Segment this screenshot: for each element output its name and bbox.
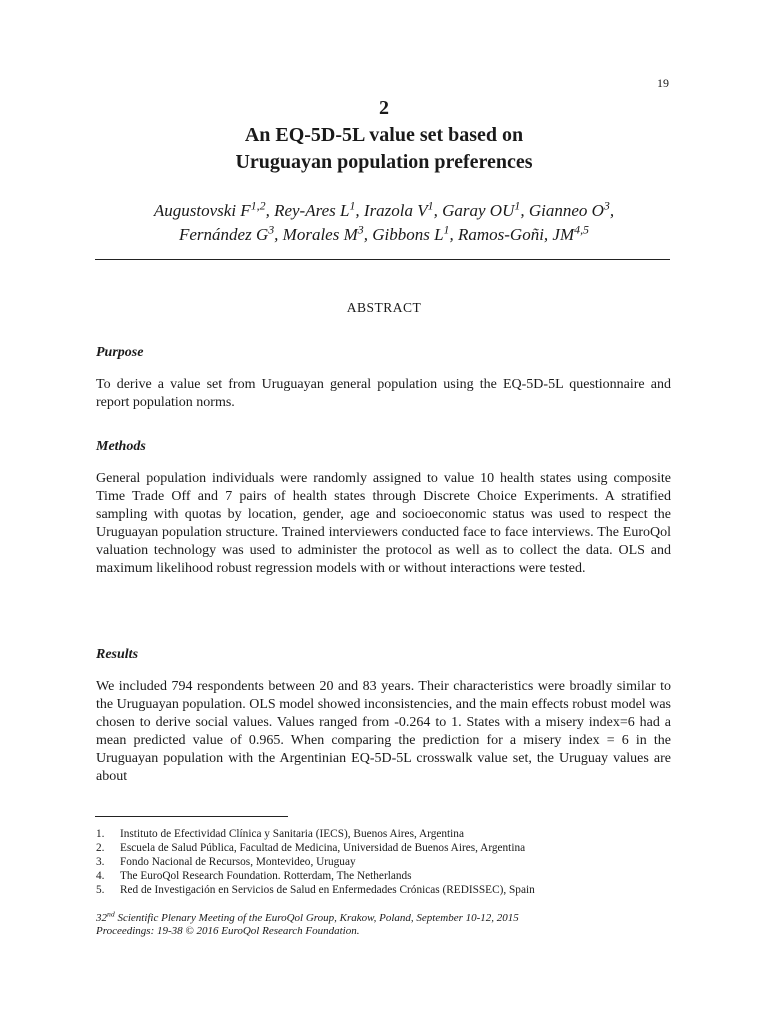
footnote-item bbox=[96, 869, 676, 883]
paper-title bbox=[0, 122, 768, 176]
author-line-1: Augustovski F$^{1,2}$, Rey-Ares $L^1$, Irazola $V^1$, Garay $OU^1$, Gianneo $O^3$, bbox=[153, 198, 615, 220]
results-heading: Results bbox=[96, 647, 139, 662]
footnote-divider bbox=[95, 816, 288, 817]
purpose-heading: Purpose bbox=[96, 345, 144, 360]
conference-line-2: Proceedings: 19-38 © 2016 EuroQol Research Foundation. bbox=[96, 925, 360, 937]
methods-text: General population individuals were randomly assigned to value 10 health states using composite Time Trade Off and 7 pairs of health states through Discrete Choice Experiments. A stratified sampling with quotas by location, gender, age and socioeconomic status was used to respect the Uruguayan population structure. Trained interviewers conducted face to face interviews. The EuroQol valuation technology was used to administer the protocol as well as to collect the data. OLS and maximum likelihood robust regression models with or without interactions were tested. bbox=[96, 471, 671, 576]
footnote-text: Escuela de Salud Pública, Facultad de Medicina, Universidad de Buenos Aires, Argentina bbox=[120, 842, 526, 854]
footnote-item bbox=[96, 827, 676, 841]
footnote-text: Red de Investigación en Servicios de Salud en Enfermedades Crónicas (REDISSEC), Spain bbox=[120, 884, 535, 896]
abstract-heading: ABSTRACT bbox=[346, 300, 422, 315]
conference-ordinal-suffix: nd bbox=[107, 909, 115, 919]
title-divider bbox=[95, 259, 670, 260]
paper-title-line-2: Uruguayan population preferences bbox=[235, 151, 533, 173]
conference-name: Scientific Plenary Meeting of the EuroQol Group, Krakow, Poland, September 10-12, 2015 bbox=[114, 912, 519, 924]
footnote-number: 4. bbox=[96, 870, 105, 882]
footnote-item bbox=[96, 883, 676, 897]
footnote-text: Fondo Nacional de Recursos, Montevideo, Uruguay bbox=[120, 856, 356, 868]
methods-heading: Methods bbox=[96, 439, 146, 454]
footnote-number: 3. bbox=[96, 856, 105, 868]
results-text: We included 794 respondents between 20 and 83 years. Their characteristics were broadly similar to the Uruguayan population. OLS model showed inconsistencies, and the main effects robust model was chosen to derive social values. Values ranged from -0.264 to 1. States with a misery index=6 had a mean predicted value of 0.965. When comparing the prediction for a misery index = 6 in the Uruguayan population with the Argentinian EQ-5D-5L crosswalk value set, the Uruguay values are about bbox=[96, 679, 671, 784]
footnote-number: 2. bbox=[96, 842, 105, 854]
page-number: 19 bbox=[657, 76, 669, 90]
footnote-item bbox=[96, 855, 676, 869]
footnote-text: Instituto de Efectividad Clínica y Sanitaria (IECS), Buenos Aires, Argentina bbox=[120, 828, 464, 840]
chapter-number: 2 bbox=[379, 97, 389, 119]
author-list bbox=[0, 199, 768, 247]
conference-line-1 bbox=[96, 909, 519, 925]
author-line-2: Fernández $G^3$, Morales $M^3$, Gibbons $L^1$, Ramos-Goñi, JM$^{4,5}$ bbox=[178, 222, 590, 244]
footnote-list bbox=[96, 827, 676, 897]
footnote-item bbox=[96, 841, 676, 855]
footnote-text: The EuroQol Research Foundation. Rotterdam, The Netherlands bbox=[120, 870, 412, 882]
footnote-number: 1. bbox=[96, 828, 105, 840]
paper-title-line-1: An EQ-5D-5L value set based on bbox=[244, 124, 524, 146]
footnote-number: 5. bbox=[96, 884, 105, 896]
conference-info bbox=[96, 909, 519, 938]
purpose-text: To derive a value set from Uruguayan general population using the EQ-5D-5L questionnaire and report population norms. bbox=[96, 377, 671, 410]
conference-ordinal: 32 bbox=[96, 912, 107, 924]
